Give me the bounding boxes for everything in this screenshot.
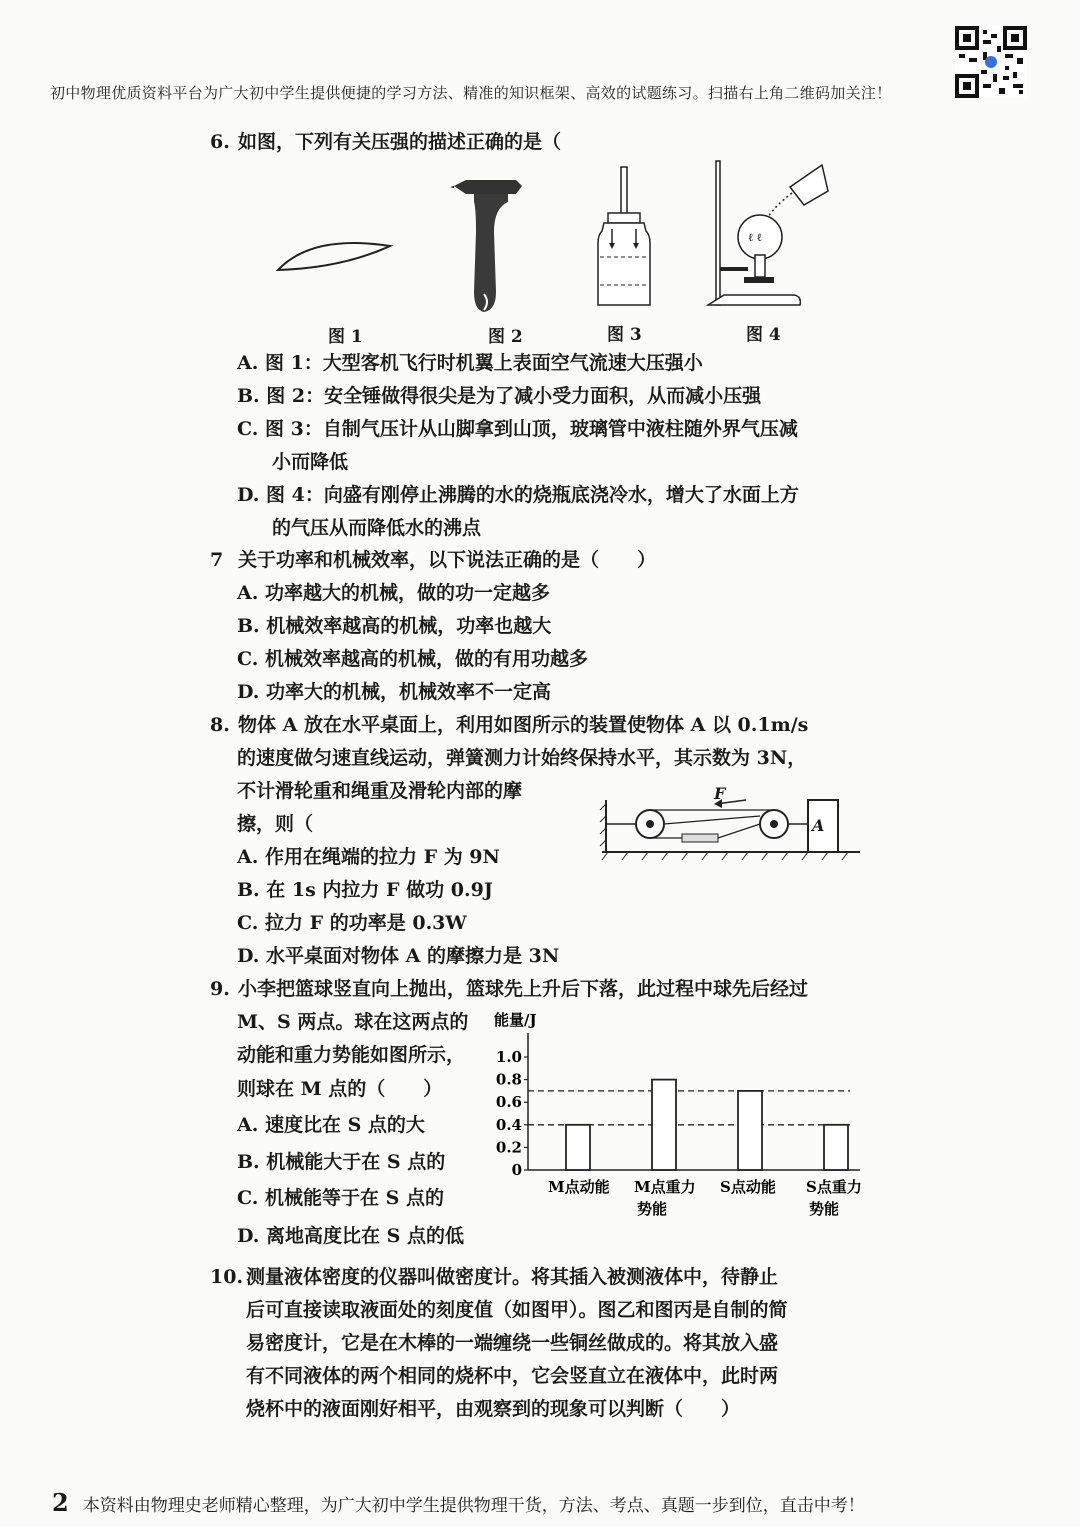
q10-text-line5: 烧杯中的液面刚好相平，由观察到的现象可以判断（ ） [246, 1398, 741, 1420]
fig3-caption: 图 3 [607, 325, 642, 345]
q10-text-line1: 测量液体密度的仪器叫做密度计。将其插入被测液体中，待静止 [246, 1266, 779, 1288]
q8-number: 8. [210, 714, 230, 736]
chart-x-tick-label: M点重力 [634, 1178, 696, 1196]
chart-bar [652, 1080, 676, 1170]
chart-y-tick-label: 0.8 [495, 1070, 522, 1089]
q8-stem [210, 709, 808, 742]
q6-option-a: A. 图 1：大型客机飞行时机翼上表面空气流速大压强小 [237, 352, 703, 374]
q7-number: 7 [210, 549, 224, 571]
fig4-caption: 图 4 [746, 325, 781, 345]
q9-option-c: C. 机械能等于在 S 点的 [237, 1187, 444, 1209]
chart-y-tick-label: 0.4 [495, 1115, 522, 1134]
q9-text-line4: 则球在 M 点的（ ） [237, 1078, 443, 1100]
q9-option-b: B. 机械能大于在 S 点的 [237, 1151, 446, 1173]
fig1-caption: 图 1 [328, 327, 363, 347]
q8-text-line3: 不计滑轮重和绳重及滑轮内部的摩 [237, 780, 523, 802]
q8-text-line1: 物体 A 放在水平桌面上，利用如图所示的装置使物体 A 以 0.1m/s [238, 714, 809, 736]
q9-text-line3: 动能和重力势能如图所示， [237, 1044, 466, 1066]
q8-text-line2: 的速度做匀速直线运动，弹簧测力计始终保持水平，其示数为 3N， [237, 747, 807, 769]
q6-option-c: C. 图 3：自制气压计从山脚拿到山顶，玻璃管中液柱随外界气压减 [237, 418, 798, 440]
q6-text: 如图，下列有关压强的描述正确的是（ [238, 131, 562, 153]
q9-text-line2: M、S 两点。球在这两点的 [237, 1011, 469, 1033]
q6-number: 6. [210, 131, 230, 153]
q7-option-d: D. 功率大的机械，机械效率不一定高 [237, 681, 552, 703]
q10-text-line3: 易密度计，它是在木棒的一端缠绕一些铜丝做成的。将其放入盛 [246, 1332, 779, 1354]
q7-option-b: B. 机械效率越高的机械，功率也越大 [237, 615, 552, 637]
q8-pulley-figure [598, 780, 866, 864]
q8-option-a: A. 作用在绳端的拉力 F 为 9N [237, 846, 500, 868]
q6-stem [210, 126, 561, 159]
page-footer [52, 1488, 865, 1517]
fig1-wing-illustration [272, 228, 398, 278]
q8-option-c: C. 拉力 F 的功率是 0.3W [237, 912, 467, 934]
chart-y-tick-label: 1.0 [495, 1048, 522, 1066]
q6-option-d: D. 图 4：向盛有刚停止沸腾的水的烧瓶底浇冷水，增大了水面上方 [237, 484, 799, 506]
q7-text: 关于功率和机械效率，以下说法正确的是（ ） [238, 549, 657, 571]
q6-option-b: B. 图 2：安全锤做得很尖是为了减小受力面积，从而减小压强 [237, 385, 762, 407]
q10-text-line4: 有不同液体的两个相同的烧杯中，它会竖直立在液体中，此时两 [246, 1365, 779, 1387]
chart-x-tick-label: S点动能 [720, 1178, 776, 1196]
q8-object-label: A [812, 816, 825, 835]
q9-option-a: A. 速度比在 S 点的大 [237, 1114, 425, 1136]
q9-number: 9. [210, 978, 230, 1000]
chart-bar [738, 1091, 762, 1170]
q10-number: 10. [210, 1266, 244, 1288]
q9-stem [210, 973, 808, 1006]
chart-y-tick-label: 0.2 [495, 1138, 522, 1157]
fig3-barometer-illustration [594, 165, 654, 310]
chart-y-tick-label: 0 [511, 1161, 522, 1179]
q8-text-line4: 擦，则（ [237, 813, 314, 835]
chart-bar [824, 1125, 848, 1170]
q10-text-line2: 后可直接读取液面处的刻度值（如图甲）。图乙和图丙是自制的简 [246, 1299, 788, 1321]
chart-y-axis-label: 能量/J [494, 1011, 537, 1029]
header-note: 初中物理优质资料平台为广大初中学生提供便捷的学习方法、精准的知识框架、高效的试题练习。扫描右上角二维码加关注！ [50, 84, 892, 102]
q7-stem [210, 544, 656, 577]
chart-x-tick-label: 势能 [809, 1200, 840, 1218]
chart-x-tick-label: 势能 [637, 1200, 668, 1218]
fig2-caption: 图 2 [488, 327, 523, 347]
footer-note: 本资料由物理史老师精心整理，为广大初中学生提供物理干货，方法、考点、真题一步到位，直击中考！ [82, 1496, 865, 1516]
q9-text-line1: 小李把篮球竖直向上抛出，篮球先上升后下落，此过程中球先后经过 [238, 978, 809, 1000]
q8-option-b: B. 在 1s 内拉力 F 做功 0.9J [237, 879, 493, 901]
q7-option-c: C. 机械效率越高的机械，做的有用功越多 [237, 648, 589, 670]
chart-x-tick-label: M点动能 [548, 1178, 610, 1196]
qr-code-icon [955, 26, 1027, 98]
q7-option-a: A. 功率越大的机械，做的功一定越多 [237, 582, 550, 604]
q6-option-d-cont: 的气压从而降低水的沸点 [272, 517, 482, 539]
fig2-safety-hammer-illustration [450, 172, 530, 320]
fig4-boiling-flask-illustration [704, 155, 830, 315]
svg-text:ℓ ℓ: ℓ ℓ [748, 231, 763, 244]
chart-x-tick-label: S点重力 [806, 1178, 862, 1196]
q8-option-d: D. 水平桌面对物体 A 的摩擦力是 3N [237, 945, 560, 967]
q8-force-label: F [714, 784, 726, 803]
chart-bar [566, 1125, 590, 1170]
page-number: 2 [52, 1488, 69, 1517]
chart-y-tick-label: 0.6 [495, 1093, 522, 1112]
q10-stem [210, 1261, 778, 1294]
q6-option-c-cont: 小而降低 [272, 451, 349, 473]
q9-option-d: D. 离地高度比在 S 点的低 [237, 1225, 464, 1247]
energy-bar-chart [490, 1005, 870, 1225]
